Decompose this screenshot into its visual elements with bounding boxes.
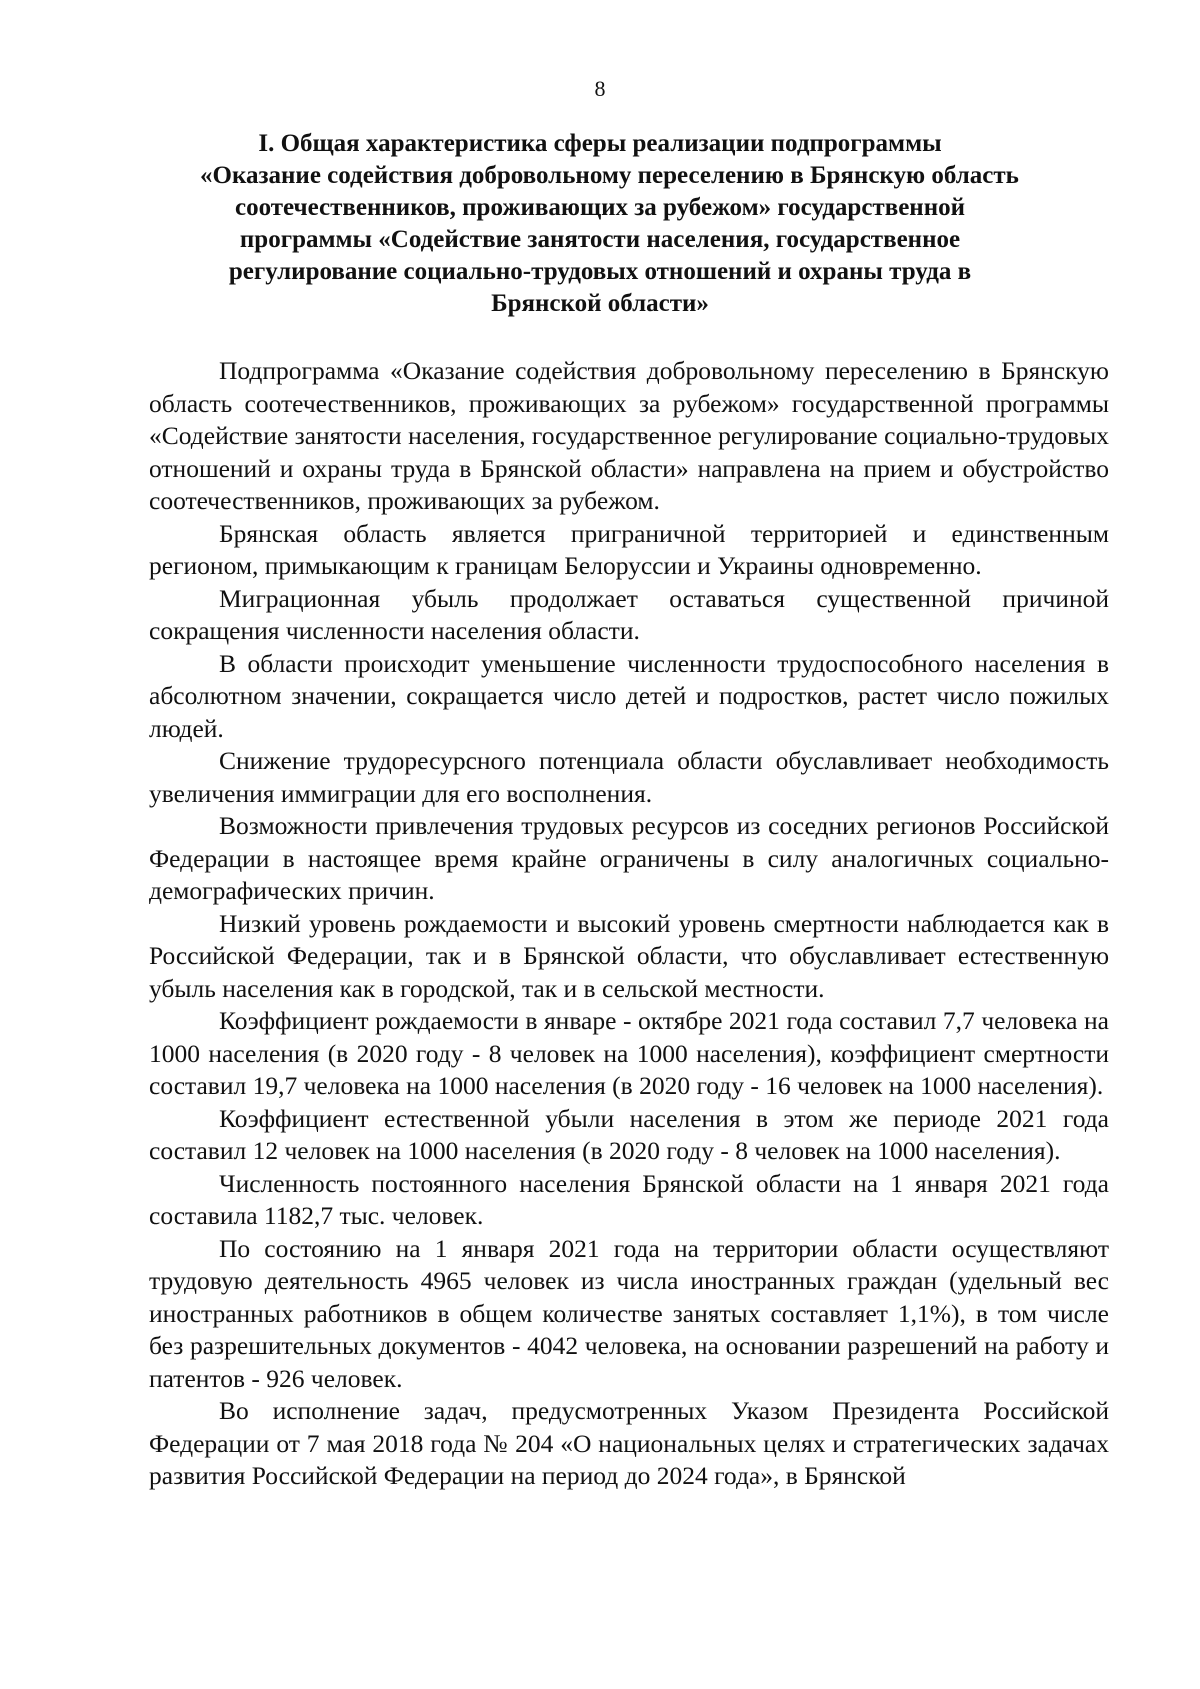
paragraph: Миграционная убыль продолжает оставаться существенной причиной сокращения численности населения области. [149, 583, 1109, 645]
page-number: 8 [594, 76, 606, 101]
paragraph: Во исполнение задач, предусмотренных Указом Президента Российской Федерации от 7 мая 2018 года № 204 «О национальных целях и стратегических задачах развития Российской Федерации на период до 2024 года», в Брянской [149, 1396, 1109, 1490]
title-line: I. Общая характеристика сферы реализации подпрограммы [258, 130, 942, 157]
paragraph: Численность постоянного населения Брянской области на 1 января 2021 года составила 1182,7 тыс. человек. [149, 1168, 1109, 1230]
section-title [200, 128, 1019, 320]
paragraph: Возможности привлечения трудовых ресурсов из соседних регионов Российской Федерации в настоящее время крайне ограничены в силу аналогичных социально-демографических причин. [149, 811, 1109, 905]
title-line: соотечественников, проживающих за рубежом» государственной [234, 194, 966, 221]
paragraph: Коэффициент рождаемости в январе - октябре 2021 года составил 7,7 человека на 1000 населения (в 2020 году - 8 человек на 1000 населения), коэффициент смертности составил 19,7 человека на 1000 населения (в 2020 году - 16 человек на 1000 населения). [149, 1006, 1109, 1100]
title-line: регулирование социально-трудовых отношений и охраны труда в [228, 258, 972, 285]
body-text [149, 355, 1109, 1493]
title-line: программы «Содействие занятости населения, государственное [239, 226, 961, 253]
paragraph: Подпрограмма «Оказание содействия добровольному переселению в Брянскую область соотечественников, проживающих за рубежом» государственной программы «Содействие занятости населения, государственное регулирование социально-трудовых отношений и охраны труда в Брянской области» направлена на прием и обустройство соотечественников, проживающих за рубежом. [149, 356, 1109, 515]
paragraph: Низкий уровень рождаемости и высокий уровень смертности наблюдается как в Российской Федерации, так и в Брянской области, что обуславливает естественную убыль населения как в городской, так и в сельской местности. [149, 908, 1109, 1003]
paragraph: По состоянию на 1 января 2021 года на территории области осуществляют трудовую деятельность 4965 человек из числа иностранных граждан (удельный вес иностранных работников в общем количестве занятых составляет 1,1%), в том числе без разрешительных документов - 4042 человека, на основании разрешений на работу и патентов - 926 человек. [149, 1233, 1109, 1393]
paragraph: Брянская область является приграничной территорией и единственным регионом, примыкающим к границам Белоруссии и Украины одновременно. [149, 518, 1109, 580]
paragraph: В области происходит уменьшение численности трудоспособного населения в абсолютном значении, сокращается число детей и подростков, растет число пожилых людей. [149, 648, 1109, 743]
title-line: Брянской области» [491, 290, 709, 317]
title-line: «Оказание содействия добровольному переселению в Брянскую область [200, 162, 1019, 189]
paragraph: Снижение трудоресурсного потенциала области обуславливает необходимость увеличения иммиграции для его восполнения. [149, 746, 1109, 808]
paragraph: Коэффициент естественной убыли населения в этом же периоде 2021 года составил 12 человек на 1000 населения (в 2020 году - 8 человек на 1000 населения). [149, 1103, 1109, 1165]
